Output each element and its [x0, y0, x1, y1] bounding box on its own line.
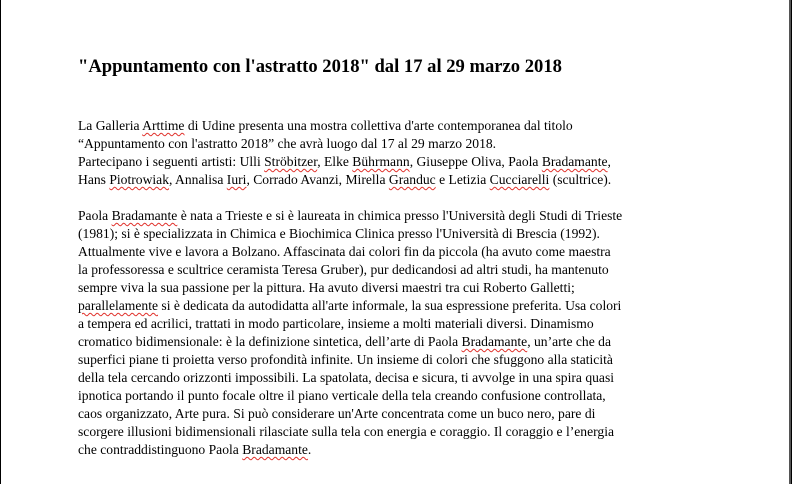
spellcheck-flagged-word[interactable]: Iuri: [226, 172, 247, 187]
text-line[interactable]: scorgere illusioni bidimensionali rilasciate sulla tela con energia e coraggio. Il coraggio e l’energia: [78, 424, 615, 439]
spellcheck-flagged-word[interactable]: Bradamante: [541, 154, 608, 169]
spellcheck-flagged-word[interactable]: Cucciarelli: [489, 172, 550, 187]
text-line[interactable]: Hans Piotrowiak, Annalisa Iuri, Corrado Avanzi, Mirella Granduc e Letizia Cucciarelli (scultrice).: [78, 172, 612, 187]
text-line[interactable]: caos organizzato, Arte pura. Si può considerare un'Arte concentrata come un buco nero, pare di: [78, 406, 596, 421]
text-line[interactable]: “Appuntamento con l'astratto 2018” che avrà luogo dal 17 al 29 marzo 2018.: [78, 136, 497, 151]
text-line[interactable]: la professoressa e scultrice ceramista Teresa Gruber), pur dedicandosi ad altri studi, ha mantenuto: [78, 262, 609, 277]
spellcheck-flagged-word[interactable]: Ströbitzer: [264, 154, 318, 169]
text-line[interactable]: che contraddistinguono Paola Bradamante.: [78, 442, 312, 457]
text-line[interactable]: parallelamente si è dedicata da autodidatta all'arte informale, la sua espressione preferita. Usa colori: [78, 298, 622, 313]
spellcheck-flagged-word[interactable]: Bradamante: [111, 208, 178, 223]
text-line[interactable]: Paola Bradamante è nata a Trieste e si è laureata in chimica presso l'Università degli Studi di Trieste: [78, 208, 623, 223]
text-line[interactable]: La Galleria Arttime di Udine presenta una mostra collettiva d'arte contemporanea dal titolo: [78, 118, 573, 133]
text-line[interactable]: superfici piane ti proietta verso profondità infinite. Un insieme di colori che sfuggono alla staticità: [78, 352, 613, 367]
spellcheck-flagged-word[interactable]: Bührmann: [352, 154, 410, 169]
spellcheck-flagged-word[interactable]: Bradamante: [461, 334, 528, 349]
spellcheck-flagged-word[interactable]: Granduc: [388, 172, 436, 187]
paragraph-biography[interactable]: [78, 207, 718, 459]
text-line[interactable]: sempre viva la sua passione per la pittura. Ha avuto diversi maestri tra cui Roberto Galletti;: [78, 280, 575, 295]
spellcheck-flagged-word[interactable]: Piotrowiak: [109, 172, 170, 187]
page-left-edge: [0, 0, 1, 484]
text-line[interactable]: (1981); si è specializzata in Chimica e Biochimica Clinica presso l'Università di Brescia (1992).: [78, 226, 600, 241]
text-line[interactable]: della tela cercando orizzonti impossibili. La spatolata, decisa e sicura, ti avvolge in una spira quasi: [78, 370, 615, 385]
text-line[interactable]: cromatico bidimensionale: è la definizione sintetica, dell’arte di Paola Bradamante, un’arte che da: [78, 334, 611, 349]
text-line[interactable]: a tempera ed acrilici, trattati in modo particolare, insieme a molti materiali diversi. Dinamismo: [78, 316, 594, 331]
text-line[interactable]: ipnotica portando il punto focale oltre il piano verticale della tela creando confusione controllata,: [78, 388, 606, 403]
document-title[interactable]: "Appuntamento con l'astratto 2018" dal 17 al 29 marzo 2018: [78, 56, 562, 77]
text-line[interactable]: Attualmente vive e lavora a Bolzano. Affascinata dai colori fin da piccola (ha avuto come maestra: [78, 244, 611, 259]
spellcheck-flagged-word[interactable]: Arttime: [142, 118, 185, 133]
spellcheck-flagged-word[interactable]: parallelamente: [78, 298, 159, 313]
spellcheck-flagged-word[interactable]: Bradamante: [242, 442, 308, 457]
text-line[interactable]: Partecipano i seguenti artisti: Ulli Ströbitzer, Elke Bührmann, Giuseppe Oliva, Paola Bradamante,: [78, 154, 611, 169]
paragraph-exhibition[interactable]: [78, 117, 718, 189]
